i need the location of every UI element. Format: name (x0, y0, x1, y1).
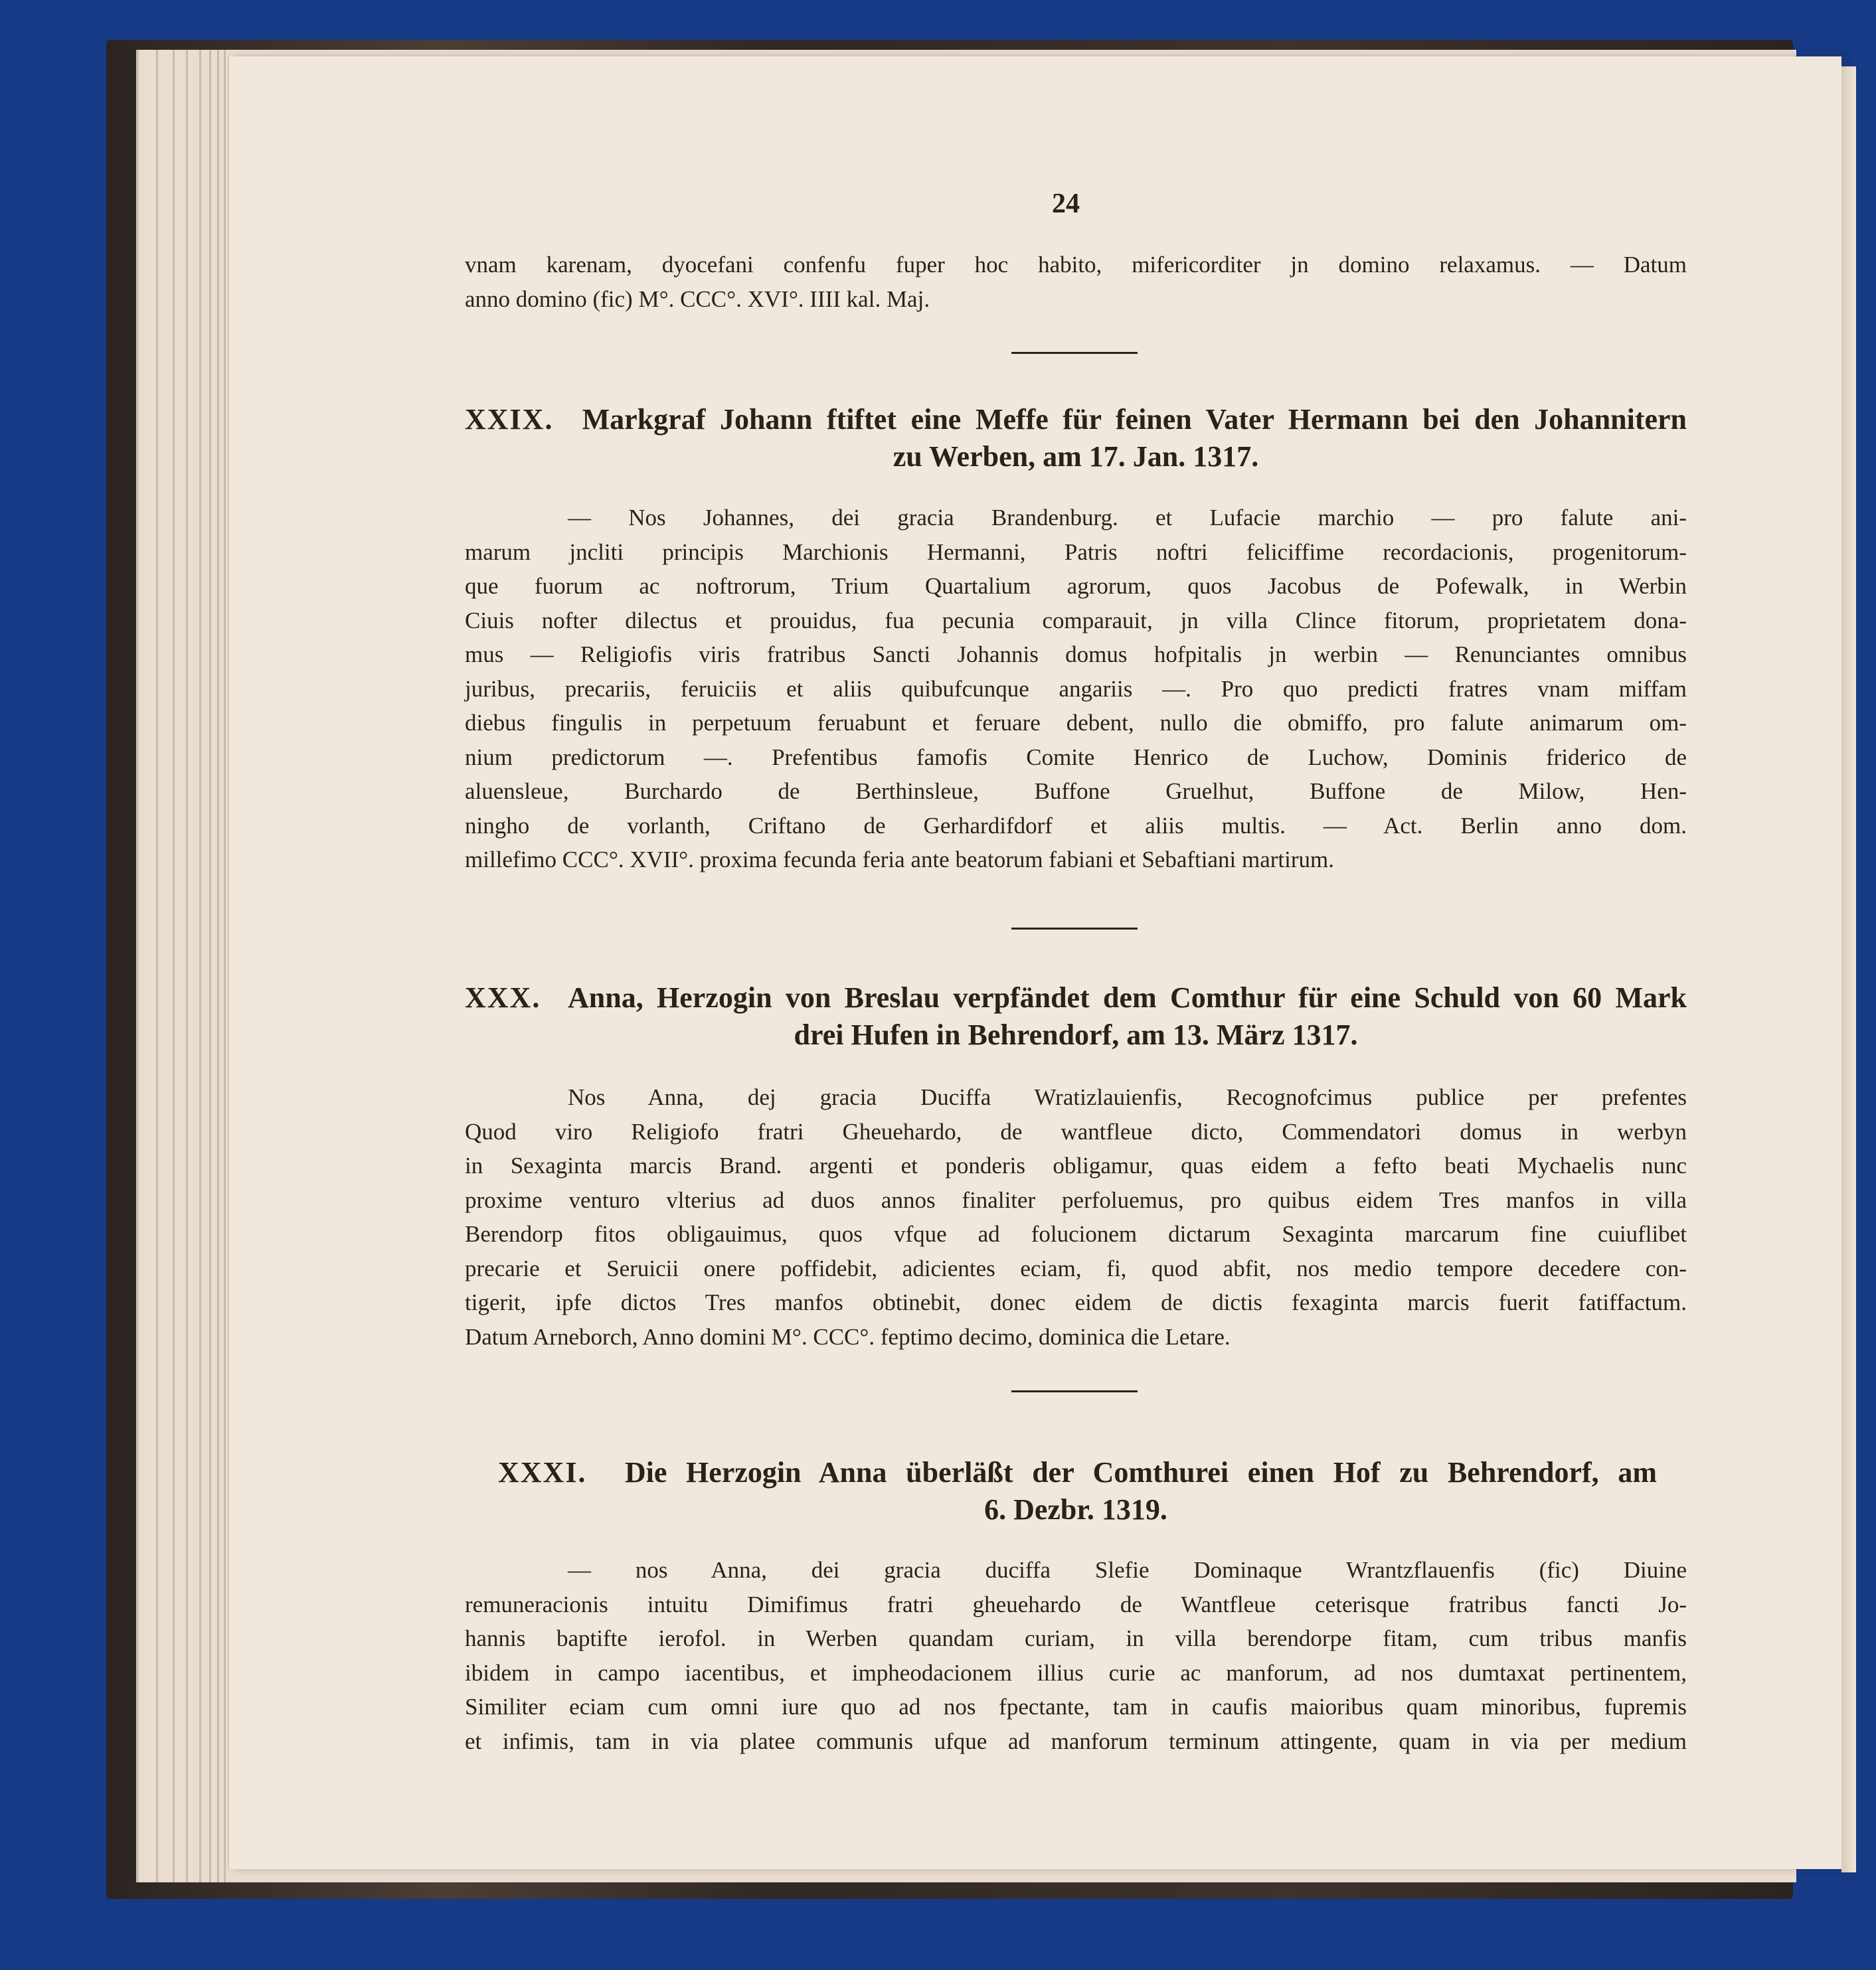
text-line: et infimis, tam in via platee communis ufque ad manforum terminum attingente, quam in via per medium (465, 1728, 1687, 1754)
text-line: — Nos Johannes, dei gracia Brandenburg. et Lufacie marchio — pro falute ani- (568, 505, 1687, 531)
text-line: precarie et Seruicii onere poffidebit, adicientes eciam, fi, quod abfit, nos medio tempore decedere con- (465, 1255, 1687, 1281)
text-line: millefimo CCC°. XVII°. proxima fecunda feria ante beatorum fabiani et Sebaftiani martirum. (465, 847, 1334, 872)
section-heading (465, 401, 1687, 475)
heading-text: Die Herzogin Anna überläßt der Comthurei einen Hof zu Behrendorf, am (624, 1456, 1658, 1489)
heading-text: Markgraf Johann ftiftet eine Meffe für feinen Vater Hermann bei den Johannitern (582, 403, 1687, 436)
page-edge (1841, 66, 1856, 1872)
section-heading (465, 1454, 1687, 1528)
text-line: ibidem in campo iacentibus, et impheodacionem illius curie ac manforum, ad nos dumtaxat pertinentem, (465, 1659, 1687, 1686)
text-line: proxime venturo vlterius ad duos annos finaliter perfoluemus, pro quibus eidem Tres manfos in villa (465, 1187, 1687, 1213)
text-line: aluensleue, Burchardo de Berthinsleue, Buffone Gruelhut, Buffone de Milow, Hen- (465, 778, 1687, 804)
text-line: juribus, precariis, feruiciis et aliis quibufcunque angariis —. Pro quo predicti fratres vnam miffam (465, 675, 1687, 702)
section-divider (1011, 352, 1138, 354)
text-line: nium predictorum —. Prefentibus famofis Comite Henrico de Luchow, Dominis friderico de (465, 744, 1687, 770)
page-number: 24 (1052, 189, 1080, 219)
section-heading (465, 979, 1687, 1054)
text-line: mus — Religiofis viris fratribus Sancti Johannis domus hofpitalis jn werbin — Renunciantes omnibus (465, 641, 1687, 667)
text-line: anno domino (fic) M°. CCC°. XVI°. IIII kal. Maj. (465, 286, 930, 312)
text-line: Quod viro Religiofo fratri Gheuehardo, de wantfleue dicto, Commendatori domus in werbyn (465, 1118, 1687, 1145)
text-line: Nos Anna, dej gracia Duciffa Wratizlauienfis, Recognofcimus publice per prefentes (568, 1084, 1687, 1110)
section-divider (1011, 928, 1138, 930)
section-number: XXXI. (498, 1456, 587, 1489)
heading-text: zu Werben, am 17. Jan. 1317. (893, 440, 1259, 473)
text-line: Berendorp fitos obligauimus, quos vfque ad folucionem dictarum Sexaginta marcarum fine cuiuflibet (465, 1221, 1687, 1247)
section-number: XXIX. (465, 403, 554, 436)
text-line: que fuorum ac noftrorum, Trium Quartalium agrorum, quos Jacobus de Pofewalk, in Werbin (465, 573, 1687, 599)
heading-text: 6. Dezbr. 1319. (984, 1493, 1167, 1526)
text-line: Datum Arneborch, Anno domini M°. CCC°. feptimo decimo, dominica die Letare. (465, 1323, 1231, 1350)
heading-text: Anna, Herzogin von Breslau verpfändet dem Comthur für eine Schuld von 60 Mark (567, 981, 1687, 1014)
heading-text: drei Hufen in Behrendorf, am 13. März 1317. (794, 1019, 1358, 1051)
text-line: — nos Anna, dei gracia duciffa Slefie Dominaque Wrantzflauenfis (fic) Diuine (568, 1557, 1687, 1583)
text-line: remuneracionis intuitu Dimifimus fratri gheuehardo de Wantfleue ceterisque fratribus fancti Jo- (465, 1591, 1687, 1617)
text-line: Similiter eciam cum omni iure quo ad nos fpectante, tam in caufis maioribus quam minoribus, fupremis (465, 1694, 1687, 1720)
section-number: XXX. (465, 981, 541, 1014)
text-line: marum jncliti principis Marchionis Hermanni, Patris noftri feliciffime recordacionis, progenitorum- (465, 538, 1687, 565)
text-line: in Sexaginta marcis Brand. argenti et ponderis obligamur, quas eidem a fefto beati Mychaelis nunc (465, 1153, 1687, 1179)
section-body (465, 1553, 1687, 1758)
section-body (465, 1080, 1687, 1354)
intro-paragraph (465, 248, 1687, 316)
text-line: diebus fingulis in perpetuum feruabunt et feruare debent, nullo die obmiffo, pro falute animarum om- (465, 710, 1687, 736)
section-body (465, 501, 1687, 877)
text-line: Ciuis nofter dilectus et prouidus, fua pecunia comparauit, jn villa Clince fitorum, proprietatem dona- (465, 607, 1687, 633)
text-line: hannis baptifte ierofol. in Werben quandam curiam, in villa berendorpe fitam, cum tribus manfis (465, 1625, 1687, 1651)
section-divider (1011, 1390, 1138, 1392)
text-line: ningho de vorlanth, Criftano de Gerhardifdorf et aliis multis. — Act. Berlin anno dom. (465, 812, 1687, 839)
text-line: tigerit, ipfe dictos Tres manfos obtinebit, donec eidem de dictis fexaginta marcis fuerit fatiffactum. (465, 1289, 1687, 1315)
text-line: vnam karenam, dyocefani confenfu fuper hoc habito, mifericorditer jn domino relaxamus. — Datum (465, 252, 1687, 278)
